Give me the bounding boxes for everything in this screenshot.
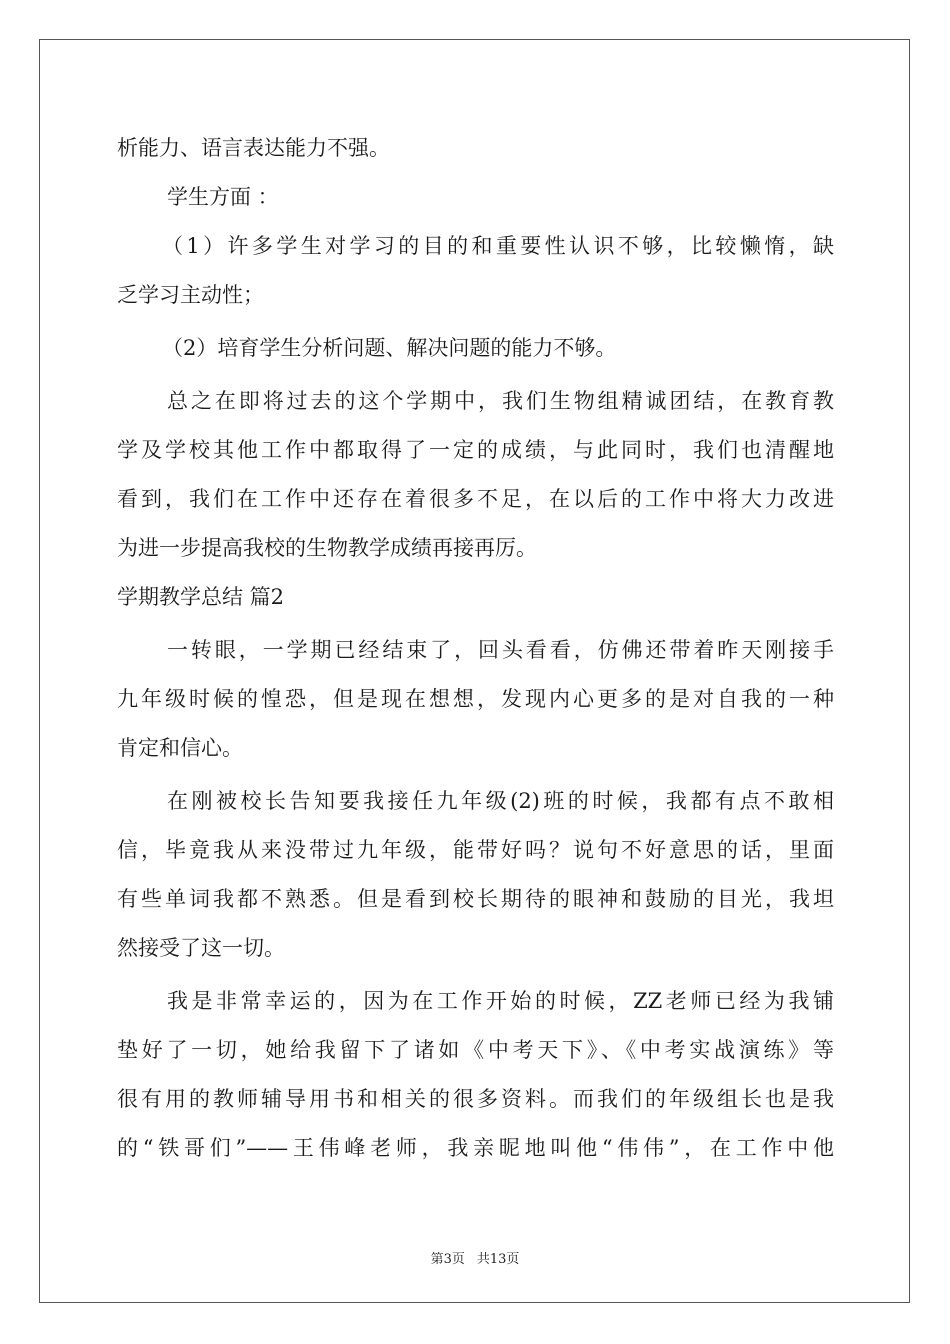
paragraph-line: 的“铁哥们”——王伟峰老师，我亲昵地叫他“伟伟”，在工作中他: [117, 1136, 834, 1160]
page-number: 第3页: [430, 1252, 465, 1267]
paragraph-line: 然接受了这一切。: [117, 936, 285, 960]
paragraph-line: 析能力、语言表达能力不强。: [117, 136, 390, 160]
document-body: [117, 124, 834, 1173]
section-heading: 学期教学总结 篇2: [117, 585, 285, 609]
paragraph-line: 有些单词我都不熟悉。但是看到校长期待的眼神和鼓励的目光，我坦: [117, 887, 834, 911]
paragraph-line: 为进一步提高我校的生物教学成绩再接再厉。: [117, 536, 537, 560]
paragraph-line: 九年级时候的惶恐，但是现在想想，发现内心更多的是对自我的一种: [117, 687, 834, 711]
paragraph-line: （1）许多学生对学习的目的和重要性认识不够，比较懒惰，缺: [162, 234, 834, 258]
paragraph-line: 很有用的教师辅导用书和相关的很多资料。而我们的年级组长也是我: [117, 1087, 834, 1111]
paragraph-line: 看到，我们在工作中还存在着很多不足，在以后的工作中将大力改进: [117, 487, 834, 511]
section-label: 学生方面 ：: [167, 185, 279, 209]
paragraph-line: 垫好了一切，她给我留下了诸如《中考天下》、《中考实战演练》等: [117, 1038, 834, 1062]
page-total: 共13页: [476, 1252, 520, 1267]
paragraph-line: 肯定和信心。: [117, 736, 243, 760]
paragraph-line: 一转眼，一学期已经结束了，回头看看，仿佛还带着昨天刚接手: [167, 638, 834, 662]
paragraph-line: 总之在即将过去的这个学期中，我们生物组精诚团结，在教育教: [167, 389, 834, 413]
paragraph-line: 学及学校其他工作中都取得了一定的成绩，与此同时，我们也清醒地: [117, 438, 834, 462]
paragraph-line: 信，毕竟我从来没带过九年级，能带好吗？说句不好意思的话，里面: [117, 838, 834, 862]
paragraph-line: 乏学习主动性；: [117, 283, 264, 307]
paragraph-line: （2）培育学生分析问题、解决问题的能力不够。: [162, 336, 617, 360]
page-footer: [0, 1248, 950, 1267]
paragraph-line: 我是非常幸运的，因为在工作开始的时候，ZZ老师已经为我铺: [167, 989, 834, 1013]
paragraph-line: 在刚被校长告知要我接任九年级(2)班的时候，我都有点不敢相: [167, 789, 834, 813]
